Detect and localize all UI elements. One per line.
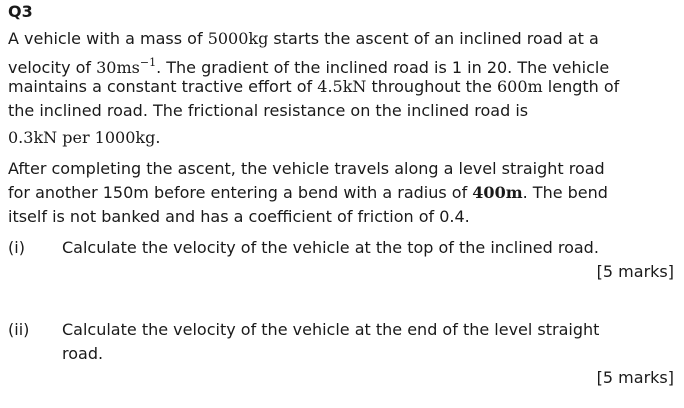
math-velocity: 30ms (96, 58, 140, 77)
math-radius: 400m (472, 183, 523, 202)
paragraph-1-line-4: the inclined road. The frictional resistance on the inclined road is (8, 101, 529, 120)
item-ii-marks: [5 marks] (596, 368, 674, 387)
math-length: 600m (497, 77, 543, 96)
text-segment: maintains a constant tractive effort of (8, 77, 318, 96)
text-segment: length of (542, 77, 620, 96)
paragraph-2-line-3: itself is not banked and has a coefficient of friction of 0.4. (8, 207, 470, 226)
math-mass: 5000kg (207, 29, 269, 48)
text-segment: starts the ascent of an inclined road at a (268, 29, 599, 48)
text-segment: . The bend (522, 183, 608, 202)
paragraph-2-line-2 (8, 182, 608, 204)
text-segment: . The gradient of the inclined road is 1 in 20. The vehicle (156, 58, 610, 77)
item-ii-text-line-2: road. (62, 344, 104, 363)
paragraph-1-line-3 (8, 76, 619, 98)
math-tractive-effort: 4.5kN (317, 77, 367, 96)
item-ii-number: (ii) (8, 320, 30, 339)
paragraph-1-line-5: 0.3kN per 1000kg. (8, 128, 161, 147)
text-segment: velocity of (8, 58, 97, 77)
text-segment: throughout the (366, 77, 497, 96)
item-i-text: Calculate the velocity of the vehicle at the top of the inclined road. (62, 238, 599, 257)
item-i-number: (i) (8, 238, 25, 257)
question-label: Q3 (8, 2, 33, 21)
item-i-marks: [5 marks] (596, 262, 674, 281)
paragraph-2-line-1: After completing the ascent, the vehicle travels along a level straight road (8, 159, 605, 178)
item-ii-text-line-1: Calculate the velocity of the vehicle at the end of the level straight (62, 320, 600, 339)
paragraph-1-line-2 (8, 52, 609, 79)
text-segment: for another 150m before entering a bend with a radius of (8, 183, 473, 202)
math-exponent: −1 (139, 56, 157, 69)
text-segment: A vehicle with a mass of (8, 29, 208, 48)
paragraph-1-line-1 (8, 28, 599, 50)
